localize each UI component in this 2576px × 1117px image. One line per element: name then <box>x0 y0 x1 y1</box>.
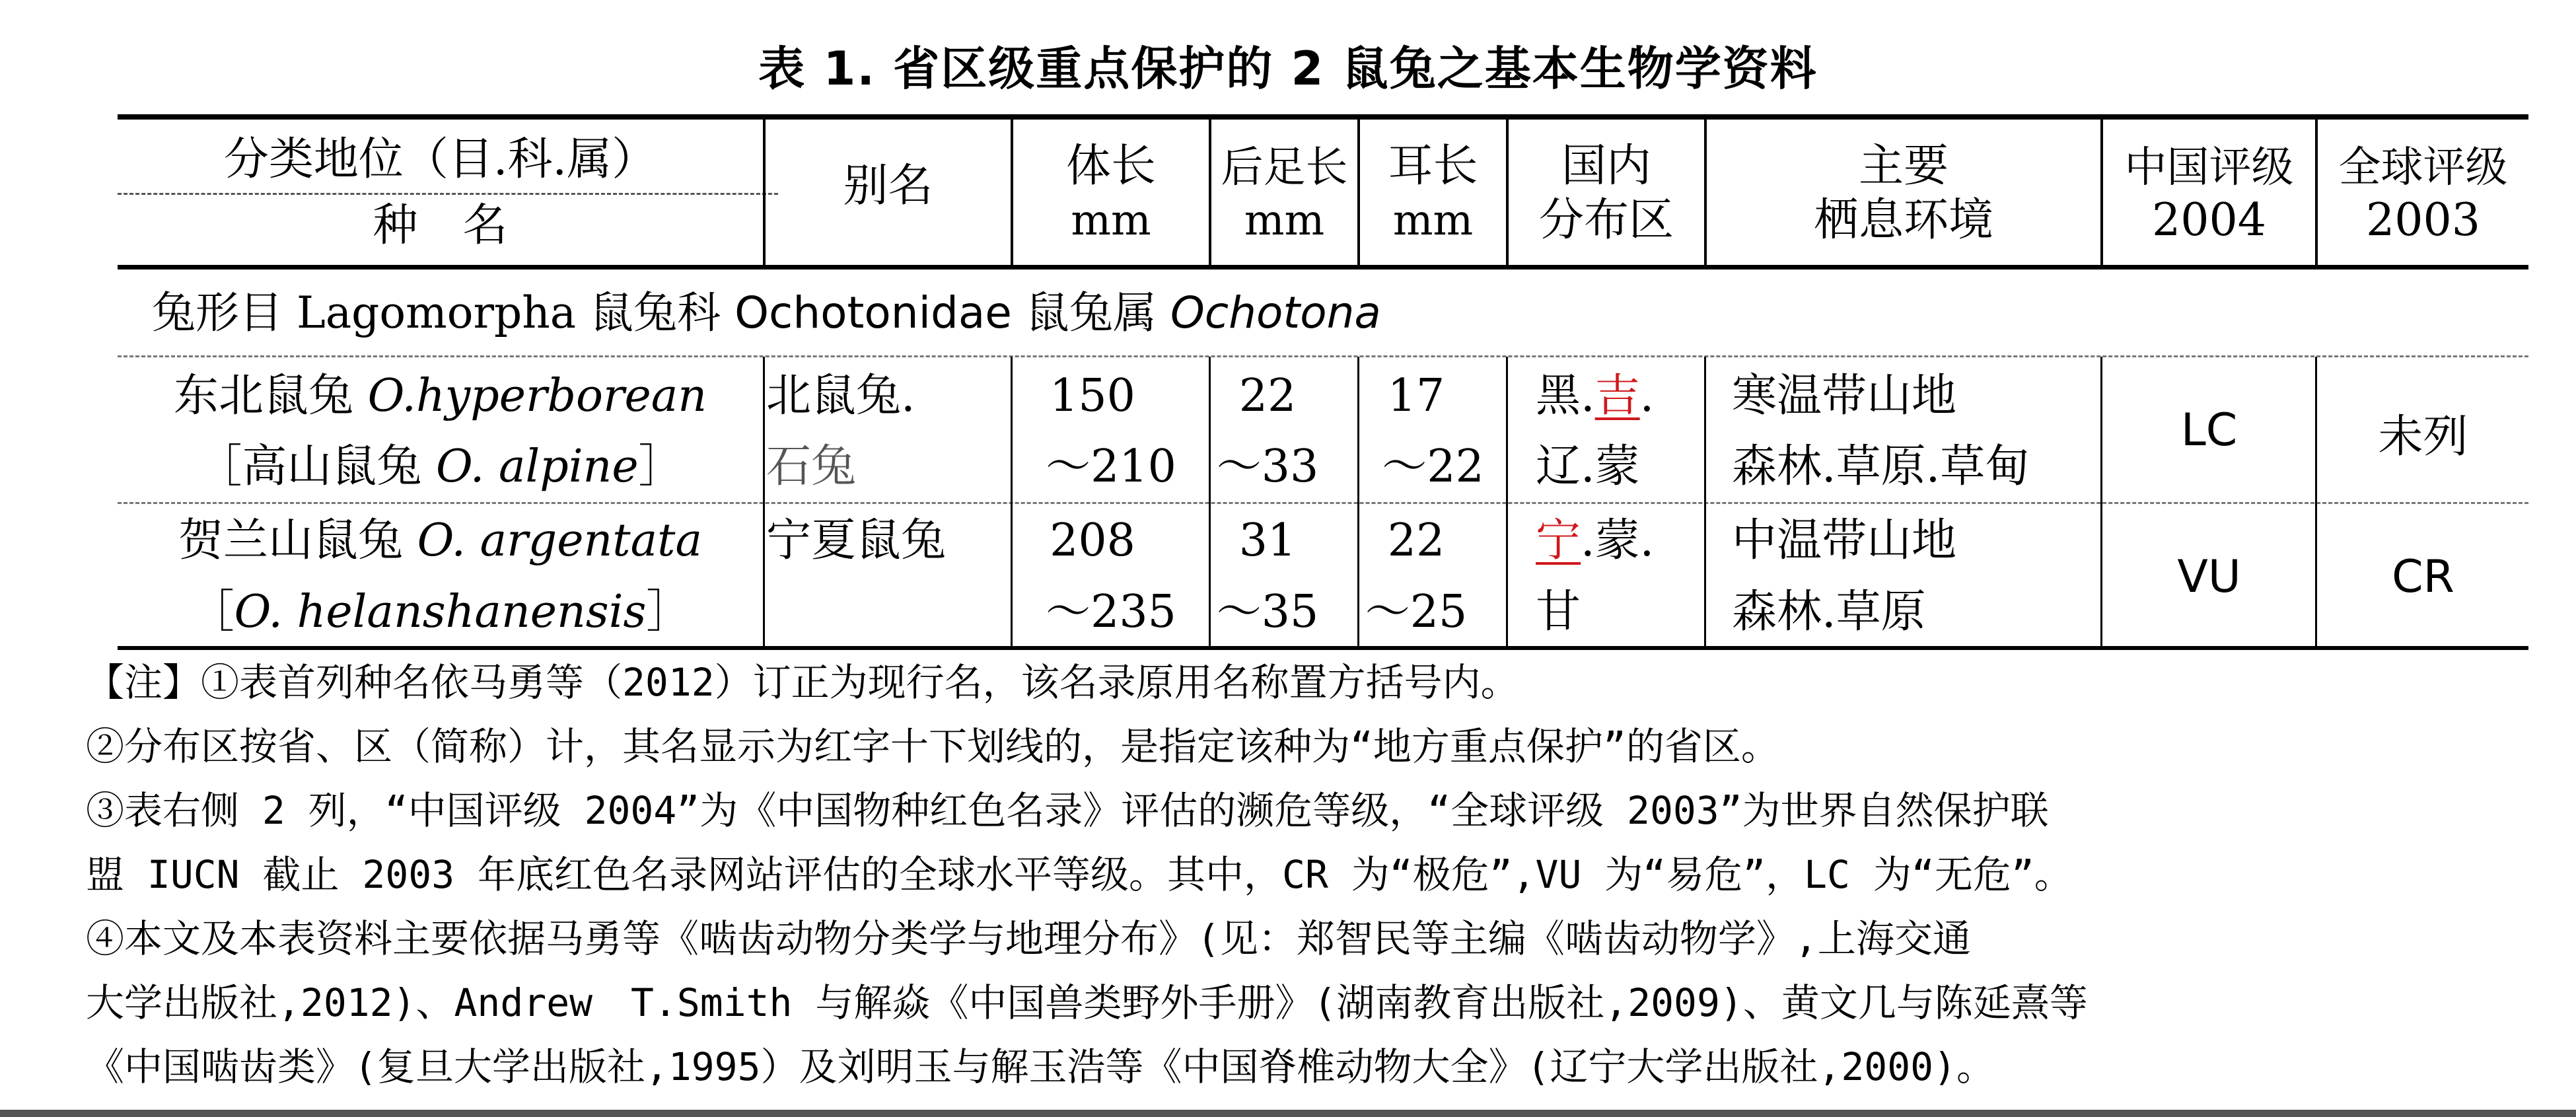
row1-distribution-1: 黑.吉. <box>1536 370 1655 422</box>
header-alias: 别名 <box>843 160 933 212</box>
header-ear-length-unit: mm <box>1392 196 1474 245</box>
table-notes <box>86 651 2530 1099</box>
row2-habitat-2: 森林.草原 <box>1732 586 1926 638</box>
header-hind-foot: 后足长 <box>1221 143 1348 192</box>
row2-global-rank: CR <box>2392 551 2454 603</box>
order-latin: Lagomorpha <box>296 287 577 338</box>
body-col-divider <box>1506 357 1508 647</box>
taxon-row <box>152 285 1381 341</box>
header-habitat-main: 主要 <box>1858 140 1949 192</box>
protected-province: 宁 <box>1536 515 1581 567</box>
row2-ear-min: 22 <box>1387 515 1445 567</box>
note-line: 【注】①表首列种名依马勇等（2012）订正为现行名，该名录原用名称置方括号内。 <box>86 660 1519 705</box>
row1-species-name: 东北鼠兔 O.hyperborean <box>173 370 707 422</box>
row1-foot-min: 22 <box>1238 370 1297 422</box>
row1-foot-max: ～33 <box>1216 441 1319 493</box>
note-line: 大学出版社,2012)、Andrew T.Smith 与解焱《中国兽类野外手册》(湖南教育出版社,2009)、黄文几与陈延熹等 <box>86 980 2088 1025</box>
family-cn: 鼠兔科 <box>590 287 721 338</box>
header-bottom-rule <box>118 265 2528 270</box>
row1-distribution-2: 辽.蒙 <box>1536 441 1640 493</box>
row1-china-rank: LC <box>2180 404 2238 456</box>
header-china-rank: 中国评级 <box>2124 143 2294 192</box>
header-habitat: 栖息环境 <box>1813 194 1993 246</box>
genus-cn: 鼠兔属 <box>1025 287 1157 338</box>
header-species-name: 种 名 <box>373 199 508 252</box>
header-global-year: 2003 <box>2365 194 2481 246</box>
row2-body-max: ～235 <box>1046 586 1176 638</box>
row1-body-min: 150 <box>1050 370 1135 422</box>
header-dash-divider <box>118 193 778 195</box>
row-divider <box>118 502 2528 504</box>
row2-habitat-1: 中温带山地 <box>1732 515 1957 567</box>
row2-ear-max: ～25 <box>1365 586 1468 638</box>
taxon-row-divider <box>118 355 2528 357</box>
row1-synonym: ［高山鼠兔 O. alpine］ <box>197 441 684 493</box>
header-body-length-unit: mm <box>1071 196 1151 245</box>
order-cn: 兔形目 <box>152 287 283 338</box>
body-col-divider <box>1357 357 1359 647</box>
top-rule <box>118 114 2528 120</box>
note-line: ④本文及本表资料主要依据马勇等《啮齿动物分类学与地理分布》(见：郑智民等主编《啮齿动物学》,上海交通 <box>86 916 1971 961</box>
row1-habitat-2: 森林.草原.草甸 <box>1732 441 2030 493</box>
row2-alias-1: 宁夏鼠兔 <box>766 515 947 567</box>
header-body-length: 体长 <box>1065 140 1156 192</box>
body-col-divider <box>1704 357 1706 647</box>
header-taxonomy: 分类地位（目.科.属） <box>223 133 657 186</box>
row1-ear-max: ～22 <box>1382 441 1484 493</box>
protected-province: 吉 <box>1594 370 1640 422</box>
header-hind-foot-unit: mm <box>1244 196 1325 245</box>
family-latin: Ochotonidae <box>734 287 1012 338</box>
row1-global-rank: 未列 <box>2378 411 2468 463</box>
note-line: 盟 IUCN 截止 2003 年底红色名录网站评估的全球水平等级。其中，CR 为“极危”,VU 为“易危”，LC 为“无危”。 <box>86 852 2073 897</box>
body-col-divider <box>1011 357 1013 647</box>
header-ear-length: 耳长 <box>1388 140 1478 192</box>
body-col-divider <box>763 357 765 647</box>
row1-ear-min: 17 <box>1387 370 1445 422</box>
body-col-divider <box>2315 357 2317 647</box>
header-china-year: 2004 <box>2151 194 2267 246</box>
row1-alias-2: 石兔 <box>766 441 857 493</box>
body-col-divider <box>2100 357 2102 647</box>
header-domestic: 国内 <box>1561 140 1651 192</box>
row2-china-rank: VU <box>2177 551 2241 603</box>
row2-body-min: 208 <box>1050 515 1135 567</box>
row1-alias-1: 北鼠兔. <box>766 370 915 422</box>
genus-latin: Ochotona <box>1170 287 1381 338</box>
row2-foot-max: ～35 <box>1216 586 1319 638</box>
header-distribution: 分布区 <box>1538 194 1674 246</box>
page-bottom-border <box>0 1110 2576 1117</box>
row2-species-name: 贺兰山鼠兔 O. argentata <box>178 515 702 567</box>
row2-distribution-2: 甘 <box>1536 586 1581 638</box>
note-line: ②分布区按省、区（简称）计，其名显示为红字十下划线的，是指定该种为“地方重点保护”的省区。 <box>86 724 1779 769</box>
bottom-rule <box>118 646 2528 650</box>
note-line: 《中国啮齿类》(复旦大学出版社,1995）及刘明玉与解玉浩等《中国脊椎动物大全》(辽宁大学出版社,2000)。 <box>86 1044 1995 1089</box>
header-global-rank: 全球评级 <box>2338 143 2508 192</box>
row1-habitat-1: 寒温带山地 <box>1732 370 1957 422</box>
row2-foot-min: 31 <box>1238 515 1297 567</box>
note-line: ③表右侧 2 列，“中国评级 2004”为《中国物种红色名录》评估的濒危等级，“全球评级 2003”为世界自然保护联 <box>86 788 2049 833</box>
row1-body-max: ～210 <box>1046 441 1176 493</box>
body-col-divider <box>1209 357 1211 647</box>
row2-distribution-1: 宁.蒙. <box>1536 515 1655 567</box>
table-title: 表 1. 省区级重点保护的 2 鼠兔之基本生物学资料 <box>758 42 1818 96</box>
row2-synonym: ［O. helanshanensis］ <box>189 586 692 638</box>
